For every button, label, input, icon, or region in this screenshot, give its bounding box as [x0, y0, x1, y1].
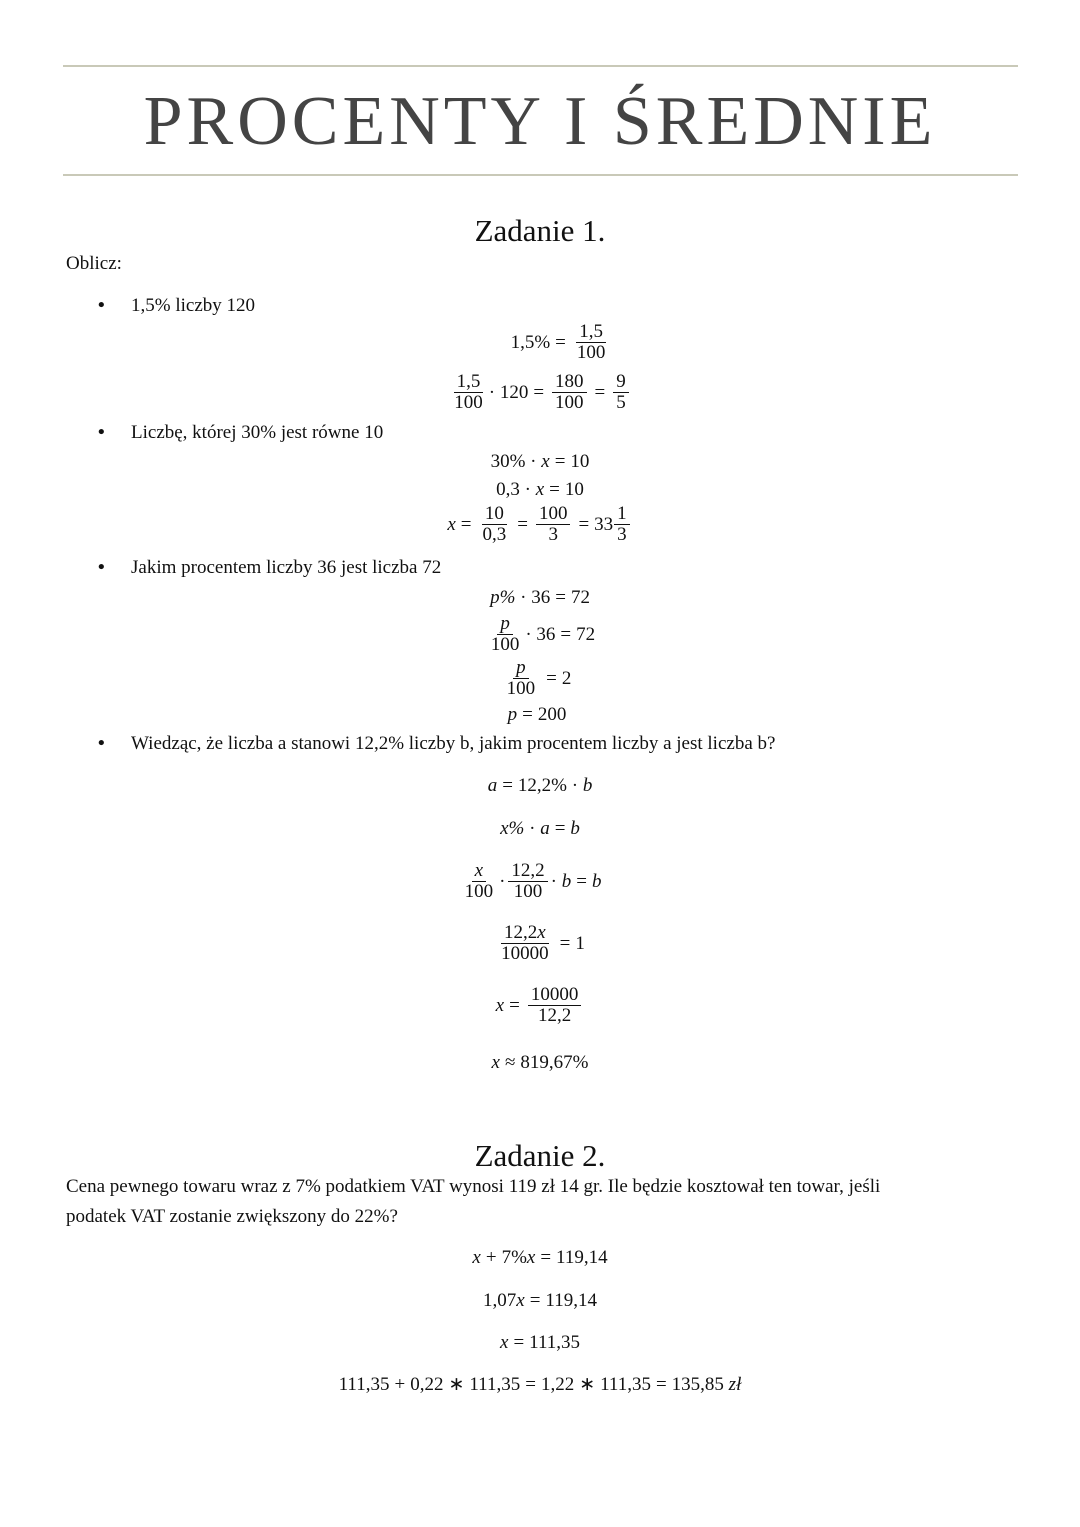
math-line: 30% · x = 10: [490, 451, 590, 472]
task1-item2-label: Liczbę, której 30% jest równe 10: [131, 422, 384, 443]
top-rule: [63, 65, 1018, 67]
task2-question-line1: Cena pewnego towaru wraz z 7% podatkiem VAT wynosi 119 zł 14 gr. Ile będzie kosztował ten towar, jeśli: [66, 1176, 881, 1197]
math-line: x = $\frac{10}{0,3}$ = $\frac{100}{3}$ = 33 $\frac{1}{3}$: [0, 504, 1080, 545]
document-title: PROCENTY I ŚREDNIE: [143, 83, 937, 160]
math-line: p% · 36 = 72: [490, 587, 590, 608]
math-line: x ≈ 819,67%: [491, 1052, 589, 1073]
task1-item1-label: 1,5% liczby 120: [131, 295, 256, 316]
math-line: $\frac{p}{100}$ · 36 = 72: [490, 613, 596, 655]
math-line: 0,3 · x = 10: [496, 479, 584, 500]
bullet-icon: •: [96, 295, 107, 316]
math-line: x = $\frac{10000}{12,2}$: [0, 985, 1080, 1026]
math-line: x% · a = b: [500, 818, 580, 839]
math-line: a = 12,2% · b: [487, 775, 593, 796]
task1-heading: Zadanie 1.: [474, 213, 606, 248]
math-line: 111,35 + 0,22 ∗ 111,35 = 1,22 ∗ 111,35 = 135,85 zł: [338, 1374, 742, 1395]
math-line: $\frac{1,5}{100}$ · 120 = $\frac{180}{100}$ = $\frac{9}{5}$: [0, 371, 1080, 413]
math-line: x + 7% x = 119,14: [472, 1247, 608, 1268]
math-line: p = 200: [507, 704, 567, 725]
math-line: $\frac{12,2x}{10000}$ = 1: [501, 922, 585, 964]
math-line: 1,5% = $\frac{1,5}{100}$: [510, 321, 606, 363]
math-line: 1,07 x = 119,14: [483, 1290, 597, 1311]
math-line: $\frac{p}{100}$ = 2: [506, 657, 572, 699]
bullet-icon: •: [96, 557, 107, 578]
math-line: $\frac{x}{100}$ · $\frac{12,2}{100}$ · b = b: [464, 860, 602, 902]
bullet-icon: •: [96, 733, 107, 754]
task1-item4-label: Wiedząc, że liczba a stanowi 12,2% liczby b, jakim procentem liczby a jest liczba b?: [131, 733, 776, 754]
task1-item3-label: Jakim procentem liczby 36 jest liczba 72: [131, 557, 442, 578]
bottom-rule: [63, 174, 1018, 176]
task2-question-line2: podatek VAT zostanie zwiększony do 22%?: [66, 1206, 398, 1227]
task2-heading: Zadanie 2.: [474, 1138, 606, 1173]
bullet-icon: •: [96, 422, 107, 443]
task1-intro: Oblicz:: [66, 253, 122, 274]
math-line: x = 111,35: [500, 1332, 580, 1353]
